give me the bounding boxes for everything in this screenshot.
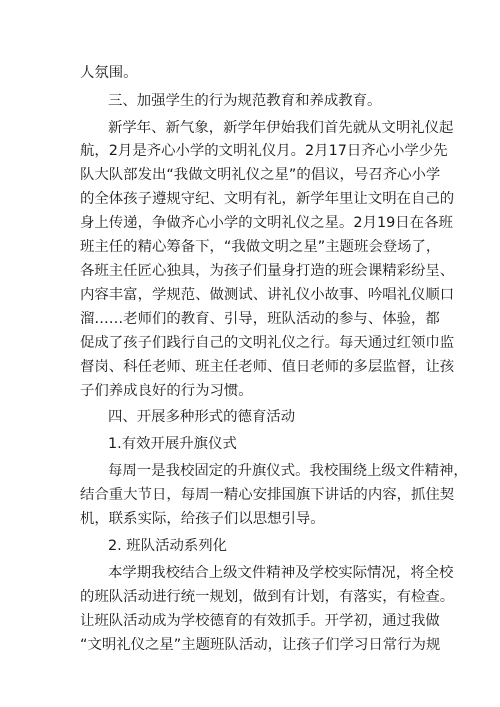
paragraph-line: “文明礼仪之星”主题班队活动，让孩子们学习日常行为规 <box>80 637 441 653</box>
paragraph-line: 各班主任匠心独具，为孩子们量身打造的班会课精彩纷呈、 <box>80 263 455 279</box>
paragraph-line: 每周一是我校固定的升旗仪式。我校围绕上级文件精神， <box>108 463 468 479</box>
paragraph-line: 子们养成良好的行为习惯。 <box>80 383 253 399</box>
paragraph-line: 溜……老师们的教育、引导，班队活动的参与、体验，都 <box>80 311 440 327</box>
subheading-1: 1.有效开展升旗仪式 <box>108 436 237 452</box>
paragraph-line: 督岗、科任老师、班主任老师、值日老师的多层监督，让孩 <box>80 359 455 375</box>
paragraph-line: 航，2月是齐心小学的文明礼仪月。2月17日齐心小学少先 <box>80 143 448 159</box>
subheading-2: 2. 班队活动系列化 <box>108 538 228 554</box>
paragraph-line: 结合重大节日，每周一精心安排国旗下讲话的内容，抓住契 <box>80 487 455 503</box>
section-heading-4: 四、开展多种形式的德育活动 <box>108 409 296 425</box>
paragraph-line: 队大队部发出“我做文明礼仪之星”的倡议，号召齐心小学 <box>80 167 441 183</box>
paragraph-line: 促成了孩子们践行自己的文明礼仪之行。每天通过红领巾监 <box>80 335 455 351</box>
paragraph-line: 本学期我校结合上级文件精神及学校实际情况，将全校 <box>108 565 454 581</box>
paragraph-line: 的全体孩子遵规守纪、文明有礼，新学年里让文明在自己的 <box>80 191 455 207</box>
paragraph-line: 班主任的精心筹备下，“我做文明之星”主题班会登场了， <box>80 239 441 255</box>
paragraph-ending: 人氛围。 <box>80 65 138 81</box>
paragraph-line: 机，联系实际，给孩子们以思想引导。 <box>80 511 325 527</box>
paragraph-line: 新学年、新气象，新学年伊始我们首先就从文明礼仪起 <box>108 120 454 136</box>
paragraph-line: 的班队活动进行统一规划，做到有计划，有落实，有检查。 <box>80 589 455 605</box>
paragraph-line: 身上传递，争做齐心小学的文明礼仪之星。2月19日在各班 <box>80 215 453 231</box>
paragraph-line: 让班队活动成为学校德育的有效抓手。开学初，通过我做 <box>80 613 440 629</box>
paragraph-line: 内容丰富，学规范、做测试、讲礼仪小故事、吟唱礼仪顺口 <box>80 287 455 303</box>
section-heading-3: 三、加强学生的行为规范教育和养成教育。 <box>108 93 382 109</box>
